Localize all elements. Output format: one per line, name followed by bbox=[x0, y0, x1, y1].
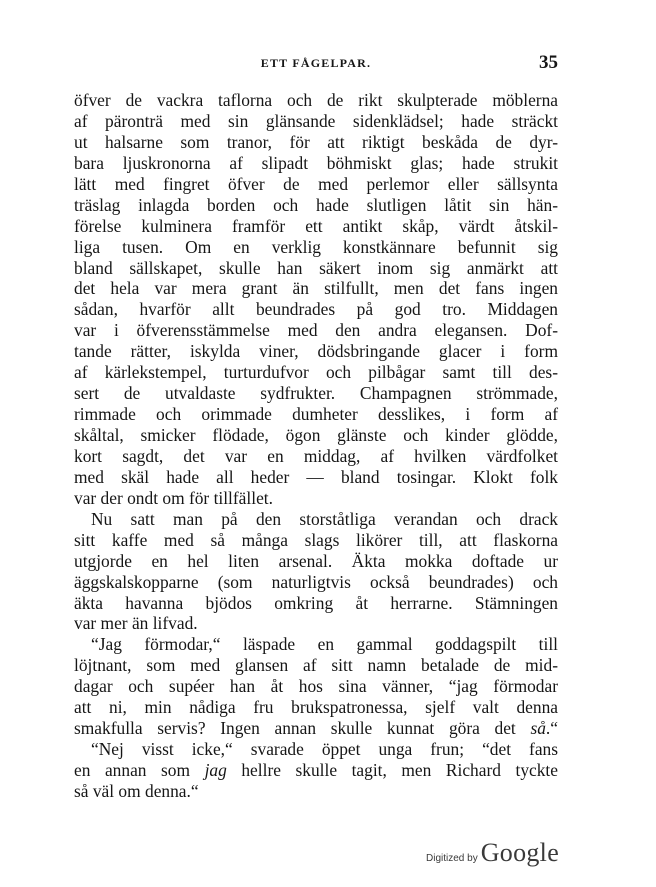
text-line: rimmade och orimmade dumheter desslikes, i form af bbox=[74, 404, 558, 425]
text-line: löjtnant, som med glansen af sitt namn betalade de mid- bbox=[74, 655, 558, 676]
text-line: med skäl hade all heder — bland tosingar. Klokt folk bbox=[74, 466, 558, 487]
line-text-after: .“ bbox=[545, 718, 558, 739]
text-line: sådan, hvarför allt beundrades på god tro. Middagen bbox=[74, 299, 558, 320]
line-text-before: en annan som bbox=[74, 760, 205, 780]
italic-word: så bbox=[530, 718, 546, 739]
text-line: liga tusen. Om en verklig konstkännare befunnit sig bbox=[74, 236, 558, 257]
text-line: bland sällskapet, skulle han säkert inom sig anmärkt att bbox=[74, 257, 558, 278]
text-line: af päronträ med sin glänsande sidenklädsel; hade sträckt bbox=[74, 110, 558, 131]
text-line: af kärlekstempel, turturdufvor och pilbågar samt till des- bbox=[74, 362, 558, 383]
text-line: skåltal, smicker flödade, ögon glänste och kinder glödde, bbox=[74, 425, 558, 445]
text-line: kort sagdt, det var en middag, af hvilken värdfolket bbox=[74, 445, 558, 466]
text-line: att ni, min nådiga fru brukspatronessa, sjelf valt denna bbox=[74, 697, 558, 718]
paragraph-end-line: så väl om denna.“ bbox=[74, 780, 199, 801]
text-line: ut halsarne som tranor, för att riktigt beskåda de dyr- bbox=[74, 131, 558, 152]
text-line-with-italic bbox=[74, 760, 558, 781]
text-line: tande rätter, iskylda viner, dödsbringande glacer i form bbox=[74, 341, 558, 362]
text-line: sert de utvaldaste sydfrukter. Champagnen strömmade, bbox=[74, 383, 558, 404]
paragraph-start-line: “Nej visst icke,“ svarade öppet unga frun; “det fans bbox=[91, 739, 558, 760]
page-text bbox=[74, 90, 558, 802]
page-number: 35 bbox=[539, 52, 558, 73]
running-head bbox=[74, 52, 558, 74]
text-line: öfver de vackra taflorna och de rikt skulpterade möblerna bbox=[74, 90, 558, 110]
chapter-title: ETT FÅGELPAR. bbox=[260, 56, 372, 70]
line-text-after: hellre skulle tagit, men Richard tyckte bbox=[226, 760, 558, 780]
text-line: bara ljuskronorna af slipadt böhmiskt glas; hade strukit bbox=[74, 152, 558, 173]
text-line: äkta havanna bjödos omkring åt herrarne. Stämningen bbox=[74, 592, 558, 613]
paragraph-end-line: var mer än lifvad. bbox=[74, 613, 198, 634]
text-line: det hela var mera grant än stilfullt, men det fans ingen bbox=[74, 278, 558, 299]
line-text-before: smakfulla servis? Ingen annan skulle kunnat göra det bbox=[74, 718, 531, 739]
text-line-with-italic bbox=[74, 718, 558, 739]
paragraph-start-line: “Jag förmodar,“ läspade en gammal goddagspilt till bbox=[91, 634, 558, 655]
paragraph-end-line: var der ondt om för tillfället. bbox=[74, 487, 273, 508]
digitized-by-google-watermark bbox=[426, 838, 559, 872]
italic-word: jag bbox=[204, 760, 227, 780]
digitized-by-label: Digitized by bbox=[426, 853, 478, 864]
text-line: utgjorde en hel liten arsenal. Äkta mokka doftade ur bbox=[74, 550, 558, 571]
text-line: förelse kulminera framför ett antikt skåp, värdt åtskil- bbox=[74, 215, 558, 236]
text-line: lätt med fingret öfver de med perlemor eller sällsynta bbox=[74, 173, 558, 194]
text-line: var i öfverensstämmelse med den andra elegansen. Dof- bbox=[74, 320, 558, 341]
paragraph-start-line: Nu satt man på den storståtliga verandan och drack bbox=[91, 508, 558, 529]
text-line: träslag inlagda borden och hade slutligen låtit sin hän- bbox=[74, 194, 558, 215]
text-line: dagar och supéer han åt hos sina vänner, “jag förmodar bbox=[74, 676, 558, 697]
text-line: äggskalskopparne (som naturligtvis också beundrades) och bbox=[74, 571, 558, 592]
text-line: sitt kaffe med så många slags likörer till, att flaskorna bbox=[74, 529, 558, 550]
google-logo: Google bbox=[480, 838, 560, 867]
